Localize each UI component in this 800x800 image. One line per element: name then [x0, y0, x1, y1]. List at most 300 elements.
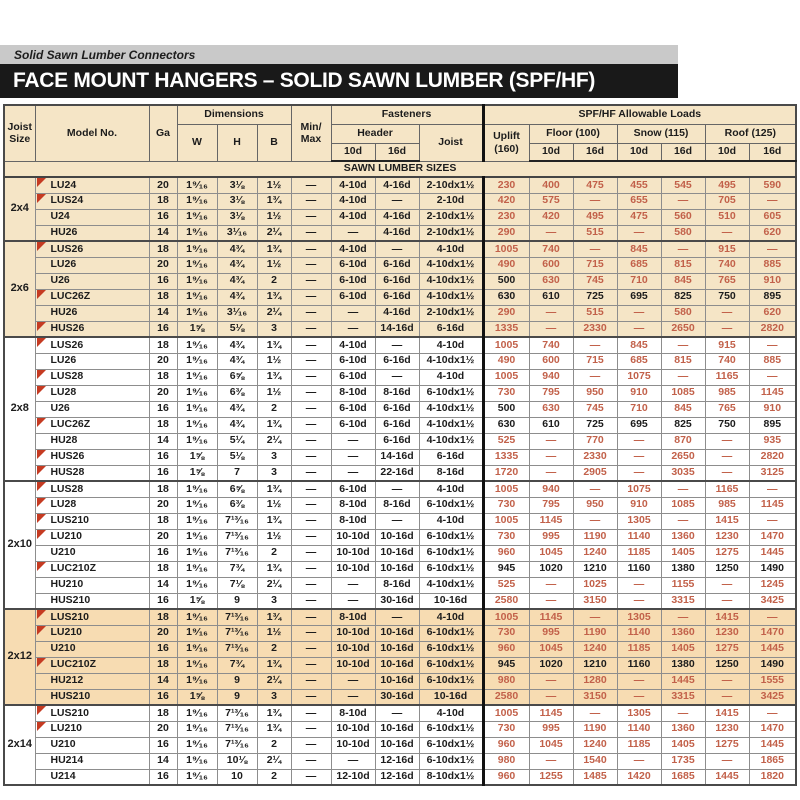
minmax-cell: —	[291, 401, 331, 417]
roof-10d-cell: 1250	[705, 561, 749, 577]
roof-16d-cell: 1820	[749, 769, 796, 785]
model-number: HU210	[50, 578, 84, 591]
floor-16d-cell: 725	[573, 289, 617, 305]
joist-nails-cell: 2-10dx1½	[419, 305, 483, 321]
floor-10d-cell: 420	[529, 209, 573, 225]
uplift-160-cell: 500	[483, 273, 529, 289]
minmax-cell: —	[291, 721, 331, 737]
uplift-160-cell: 230	[483, 177, 529, 193]
header-10d-cell: 10-10d	[331, 625, 375, 641]
header-16d-cell: 14-16d	[375, 449, 419, 465]
eyebrow-bar	[0, 45, 678, 64]
roof-10d-cell: 1165	[705, 481, 749, 497]
col-header-loads: SPF/HF Allowable Loads	[483, 105, 796, 124]
col-header-floor-10d: 10d	[529, 143, 573, 161]
floor-10d-cell: 795	[529, 385, 573, 401]
floor-10d-cell: 1045	[529, 641, 573, 657]
ga-cell: 16	[149, 321, 177, 337]
col-header-joist-size	[4, 105, 35, 161]
snow-10d-cell: 910	[617, 385, 661, 401]
joist-nails-cell: 6-10dx1½	[419, 625, 483, 641]
dim-h-cell: 7¹³⁄₁₆	[217, 513, 257, 529]
model-cell	[35, 753, 149, 769]
joist-nails-cell: 4-10dx1½	[419, 353, 483, 369]
roof-16d-cell: 3425	[749, 593, 796, 609]
floor-10d-cell: 610	[529, 289, 573, 305]
roof-10d-cell: 750	[705, 417, 749, 433]
dim-w-cell: 1⁹⁄₁₆	[177, 497, 217, 513]
model-number: HU212	[50, 674, 84, 687]
model-cell	[35, 673, 149, 689]
dim-w-cell: 1⁹⁄₁₆	[177, 657, 217, 673]
header-10d-cell: 8-10d	[331, 705, 375, 721]
roof-10d-cell: 1415	[705, 513, 749, 529]
table-row	[4, 721, 796, 737]
model-cell	[35, 209, 149, 225]
dim-w-cell: 1⁹⁄₁₆	[177, 609, 217, 625]
floor-16d-cell: 495	[573, 209, 617, 225]
table-row	[4, 481, 796, 497]
joist-nails-cell: 6-10dx1½	[419, 545, 483, 561]
dim-b-cell: 1½	[257, 385, 291, 401]
dim-b-cell: 2	[257, 545, 291, 561]
dim-b-cell: 3	[257, 321, 291, 337]
uplift-160-cell: 1005	[483, 705, 529, 721]
snow-10d-cell: —	[617, 593, 661, 609]
roof-16d-cell: 1470	[749, 529, 796, 545]
floor-10d-cell: 1020	[529, 657, 573, 673]
snow-10d-cell: 1140	[617, 721, 661, 737]
header-16d-cell: 8-16d	[375, 577, 419, 593]
ga-cell: 20	[149, 177, 177, 193]
model-number: HUS26	[50, 322, 85, 335]
floor-10d-cell: 940	[529, 481, 573, 497]
roof-16d-cell: 935	[749, 433, 796, 449]
model-number: HUS210	[50, 594, 91, 607]
floor-10d-cell: 1145	[529, 513, 573, 529]
snow-10d-cell: 685	[617, 257, 661, 273]
model-number: HU26	[50, 226, 78, 239]
floor-10d-cell: 995	[529, 529, 573, 545]
minmax-cell: —	[291, 417, 331, 433]
minmax-cell: —	[291, 465, 331, 481]
joist-nails-cell: 2-10dx1½	[419, 209, 483, 225]
joist-size-cell: 2x6	[4, 241, 35, 337]
floor-16d-cell: 725	[573, 417, 617, 433]
uplift-160-cell: 230	[483, 209, 529, 225]
model-cell	[35, 401, 149, 417]
snow-10d-cell: 455	[617, 177, 661, 193]
dim-b-cell: 1¾	[257, 481, 291, 497]
ga-cell: 20	[149, 385, 177, 401]
snow-16d-cell: —	[661, 193, 705, 209]
table-row	[4, 769, 796, 785]
snow-10d-cell: 1160	[617, 561, 661, 577]
minmax-label-2: Max	[300, 133, 322, 146]
floor-16d-cell: 1540	[573, 753, 617, 769]
dim-b-cell: 2¼	[257, 673, 291, 689]
header-10d-cell: —	[331, 577, 375, 593]
snow-16d-cell: 1360	[661, 721, 705, 737]
dim-b-cell: 1½	[257, 209, 291, 225]
roof-16d-cell: 3425	[749, 689, 796, 705]
snow-16d-cell: 815	[661, 257, 705, 273]
col-header-b: B	[257, 124, 291, 161]
snow-16d-cell: 3315	[661, 593, 705, 609]
uplift-160-cell: 730	[483, 625, 529, 641]
uplift-160-cell: 290	[483, 305, 529, 321]
dim-h-cell: 5¼	[217, 433, 257, 449]
table-header	[4, 105, 796, 161]
header-10d-cell: 10-10d	[331, 721, 375, 737]
table-row	[4, 673, 796, 689]
ga-cell: 20	[149, 721, 177, 737]
roof-16d-cell: —	[749, 369, 796, 385]
joist-nails-cell: 4-10dx1½	[419, 401, 483, 417]
table-row	[4, 753, 796, 769]
model-cell	[35, 737, 149, 753]
dim-w-cell: 1⁹⁄₁₆	[177, 337, 217, 353]
roof-10d-cell: —	[705, 577, 749, 593]
dim-b-cell: 1¾	[257, 241, 291, 257]
roof-16d-cell: 1445	[749, 545, 796, 561]
table-row	[4, 209, 796, 225]
floor-16d-cell: 950	[573, 497, 617, 513]
dim-w-cell: 1⅝	[177, 321, 217, 337]
ga-cell: 14	[149, 305, 177, 321]
minmax-cell: —	[291, 369, 331, 385]
minmax-cell: —	[291, 481, 331, 497]
ga-cell: 18	[149, 289, 177, 305]
roof-16d-cell: 1145	[749, 385, 796, 401]
roof-10d-cell: 1275	[705, 545, 749, 561]
roof-16d-cell: —	[749, 241, 796, 257]
minmax-cell: —	[291, 609, 331, 625]
model-number: HUS26	[50, 450, 85, 463]
uplift-160-cell: 730	[483, 721, 529, 737]
header-16d-cell: —	[375, 481, 419, 497]
floor-16d-cell: 715	[573, 257, 617, 273]
dim-h-cell: 9	[217, 673, 257, 689]
roof-10d-cell: —	[705, 225, 749, 241]
header-10d-cell: —	[331, 321, 375, 337]
dim-b-cell: 1¾	[257, 513, 291, 529]
dim-b-cell: 3	[257, 593, 291, 609]
header-16d-cell: —	[375, 193, 419, 209]
new-product-flag-icon	[37, 242, 46, 251]
header-10d-cell: 10-10d	[331, 561, 375, 577]
table-row	[4, 193, 796, 209]
roof-10d-cell: 765	[705, 401, 749, 417]
ga-cell: 16	[149, 401, 177, 417]
ga-cell: 20	[149, 625, 177, 641]
header-10d-cell: 8-10d	[331, 497, 375, 513]
joist-size-cell: 2x4	[4, 177, 35, 241]
model-number: U210	[50, 546, 76, 559]
model-number: LUC210Z	[50, 562, 97, 575]
model-cell	[35, 577, 149, 593]
dim-w-cell: 1⁹⁄₁₆	[177, 433, 217, 449]
floor-16d-cell: 2905	[573, 465, 617, 481]
col-header-snow-16d: 16d	[661, 143, 705, 161]
minmax-cell: —	[291, 561, 331, 577]
snow-16d-cell: —	[661, 481, 705, 497]
model-number: LUS210	[50, 706, 90, 719]
roof-10d-cell: 1250	[705, 657, 749, 673]
snow-16d-cell: 1085	[661, 385, 705, 401]
snow-10d-cell: 1420	[617, 769, 661, 785]
uplift-160-cell: 730	[483, 497, 529, 513]
roof-16d-cell: 1445	[749, 641, 796, 657]
snow-16d-cell: 1360	[661, 529, 705, 545]
roof-16d-cell: 2820	[749, 449, 796, 465]
dim-b-cell: 1¾	[257, 705, 291, 721]
joist-nails-cell: 6-10dx1½	[419, 737, 483, 753]
dim-b-cell: 1¾	[257, 289, 291, 305]
roof-16d-cell: 590	[749, 177, 796, 193]
header-10d-cell: 4-10d	[331, 209, 375, 225]
uplift-160-cell: 1720	[483, 465, 529, 481]
table-row	[4, 321, 796, 337]
dim-w-cell: 1⁹⁄₁₆	[177, 209, 217, 225]
minmax-cell: —	[291, 353, 331, 369]
model-number: U210	[50, 738, 76, 751]
dim-b-cell: 1¾	[257, 721, 291, 737]
joist-nails-cell: 4-10dx1½	[419, 577, 483, 593]
dim-b-cell: 1¾	[257, 337, 291, 353]
roof-10d-cell: 1230	[705, 721, 749, 737]
snow-10d-cell: —	[617, 689, 661, 705]
floor-16d-cell: —	[573, 705, 617, 721]
joist-nails-cell: 4-10d	[419, 705, 483, 721]
roof-10d-cell: 1415	[705, 609, 749, 625]
uplift-160-cell: 980	[483, 753, 529, 769]
header-10d-cell: 10-10d	[331, 641, 375, 657]
uplift-160-cell: 1005	[483, 513, 529, 529]
header-10d-cell: 4-10d	[331, 241, 375, 257]
header-10d-cell: —	[331, 689, 375, 705]
model-number: LUS26	[50, 338, 84, 351]
header-16d-cell: 10-16d	[375, 657, 419, 673]
table-row	[4, 529, 796, 545]
dim-w-cell: 1⅝	[177, 449, 217, 465]
header-16d-cell: 8-16d	[375, 385, 419, 401]
table-row	[4, 433, 796, 449]
floor-10d-cell: 600	[529, 257, 573, 273]
table-row	[4, 273, 796, 289]
dim-w-cell: 1⁹⁄₁₆	[177, 561, 217, 577]
snow-10d-cell: 1160	[617, 657, 661, 673]
snow-10d-cell: 710	[617, 401, 661, 417]
joist-nails-cell: 2-10dx1½	[419, 177, 483, 193]
minmax-cell: —	[291, 177, 331, 193]
dim-w-cell: 1⅝	[177, 465, 217, 481]
snow-16d-cell: 1445	[661, 673, 705, 689]
dim-h-cell: 7¹³⁄₁₆	[217, 529, 257, 545]
floor-10d-cell: 630	[529, 401, 573, 417]
dim-h-cell: 7¹³⁄₁₆	[217, 609, 257, 625]
dim-w-cell: 1⁹⁄₁₆	[177, 257, 217, 273]
roof-16d-cell: 910	[749, 273, 796, 289]
floor-16d-cell: —	[573, 241, 617, 257]
model-number: LU210	[50, 722, 83, 735]
roof-10d-cell: 985	[705, 385, 749, 401]
model-cell	[35, 641, 149, 657]
roof-10d-cell: 985	[705, 497, 749, 513]
joist-nails-cell: 8-16d	[419, 465, 483, 481]
model-cell	[35, 305, 149, 321]
header-16d-cell: 10-16d	[375, 673, 419, 689]
roof-16d-cell: 885	[749, 257, 796, 273]
ga-cell: 16	[149, 641, 177, 657]
minmax-cell: —	[291, 241, 331, 257]
model-cell	[35, 289, 149, 305]
dim-h-cell: 7	[217, 465, 257, 481]
header-16d-cell: 6-16d	[375, 401, 419, 417]
new-product-flag-icon	[37, 418, 46, 427]
model-number: LU28	[50, 386, 77, 399]
floor-16d-cell: 1025	[573, 577, 617, 593]
roof-10d-cell: 495	[705, 177, 749, 193]
roof-16d-cell: 885	[749, 353, 796, 369]
snow-16d-cell: 560	[661, 209, 705, 225]
joist-nails-cell: 6-10dx1½	[419, 673, 483, 689]
table-row	[4, 705, 796, 721]
snow-16d-cell: 870	[661, 433, 705, 449]
snow-16d-cell: —	[661, 705, 705, 721]
snow-10d-cell: 1305	[617, 609, 661, 625]
floor-16d-cell: —	[573, 337, 617, 353]
floor-10d-cell: —	[529, 321, 573, 337]
header-10d-cell: —	[331, 433, 375, 449]
model-cell	[35, 593, 149, 609]
col-header-fasteners: Fasteners	[331, 105, 483, 124]
header-10d-cell: —	[331, 305, 375, 321]
model-cell	[35, 625, 149, 641]
header-16d-cell: 10-16d	[375, 529, 419, 545]
dim-w-cell: 1⁹⁄₁₆	[177, 353, 217, 369]
col-header-header-16d: 16d	[375, 143, 419, 161]
floor-10d-cell: 1145	[529, 705, 573, 721]
floor-16d-cell: 3150	[573, 689, 617, 705]
table-row	[4, 369, 796, 385]
roof-10d-cell: 1415	[705, 705, 749, 721]
model-number: U26	[50, 274, 70, 287]
roof-16d-cell: 1445	[749, 737, 796, 753]
model-number: U24	[50, 210, 70, 223]
table-row	[4, 641, 796, 657]
ga-cell: 16	[149, 449, 177, 465]
joist-nails-cell: 6-10dx1½	[419, 753, 483, 769]
snow-10d-cell: 695	[617, 417, 661, 433]
uplift-160-cell: 960	[483, 545, 529, 561]
page-title: FACE MOUNT HANGERS – SOLID SAWN LUMBER (SPF/HF)	[13, 69, 596, 92]
roof-10d-cell: —	[705, 689, 749, 705]
floor-10d-cell: 1255	[529, 769, 573, 785]
dim-w-cell: 1⁹⁄₁₆	[177, 225, 217, 241]
dim-w-cell: 1⁹⁄₁₆	[177, 385, 217, 401]
joist-nails-cell: 4-10d	[419, 337, 483, 353]
dim-b-cell: 3	[257, 465, 291, 481]
dim-h-cell: 9	[217, 689, 257, 705]
snow-16d-cell: 815	[661, 353, 705, 369]
table-row	[4, 609, 796, 625]
header-16d-cell: 12-16d	[375, 753, 419, 769]
new-product-flag-icon	[37, 498, 46, 507]
col-header-snow: Snow (115)	[617, 124, 705, 143]
snow-10d-cell: 655	[617, 193, 661, 209]
model-cell	[35, 337, 149, 353]
dim-b-cell: 2¼	[257, 753, 291, 769]
floor-10d-cell: 995	[529, 721, 573, 737]
new-product-flag-icon	[37, 450, 46, 459]
uplift-160-cell: 500	[483, 401, 529, 417]
dim-b-cell: 3	[257, 449, 291, 465]
roof-10d-cell: 740	[705, 353, 749, 369]
dim-w-cell: 1⁹⁄₁₆	[177, 417, 217, 433]
floor-10d-cell: —	[529, 465, 573, 481]
header-10d-cell: 4-10d	[331, 337, 375, 353]
model-number: LUS24	[50, 194, 84, 207]
uplift-160-cell: 1005	[483, 481, 529, 497]
joist-size-label-1: Joist	[7, 121, 32, 134]
model-cell	[35, 369, 149, 385]
minmax-cell: —	[291, 769, 331, 785]
roof-16d-cell: 1490	[749, 657, 796, 673]
dim-b-cell: 2	[257, 737, 291, 753]
snow-16d-cell: 1735	[661, 753, 705, 769]
joist-nails-cell: 6-10dx1½	[419, 657, 483, 673]
uplift-160-cell: 630	[483, 417, 529, 433]
snow-10d-cell: 1140	[617, 625, 661, 641]
header-16d-cell: 10-16d	[375, 625, 419, 641]
banner-row	[4, 161, 796, 177]
table-row	[4, 401, 796, 417]
new-product-flag-icon	[37, 514, 46, 523]
header-16d-cell: 10-16d	[375, 641, 419, 657]
snow-10d-cell: 910	[617, 497, 661, 513]
col-header-header-10d: 10d	[331, 143, 375, 161]
floor-16d-cell: 1240	[573, 641, 617, 657]
header-16d-cell: 4-16d	[375, 177, 419, 193]
table-row	[4, 449, 796, 465]
dim-h-cell: 7¹³⁄₁₆	[217, 641, 257, 657]
header-16d-cell: 6-16d	[375, 417, 419, 433]
dim-w-cell: 1⁹⁄₁₆	[177, 529, 217, 545]
floor-16d-cell: 1210	[573, 561, 617, 577]
ga-cell: 18	[149, 369, 177, 385]
dim-b-cell: 1¾	[257, 561, 291, 577]
header-16d-cell: 6-16d	[375, 273, 419, 289]
uplift-sub-label: (160)	[494, 142, 519, 155]
model-number: HUS210	[50, 690, 91, 703]
floor-16d-cell: 515	[573, 225, 617, 241]
floor-16d-cell: 2330	[573, 449, 617, 465]
minmax-cell: —	[291, 513, 331, 529]
new-product-flag-icon	[37, 706, 46, 715]
dim-b-cell: 2	[257, 401, 291, 417]
header-16d-cell: —	[375, 337, 419, 353]
uplift-160-cell: 980	[483, 673, 529, 689]
dim-w-cell: 1⁹⁄₁₆	[177, 481, 217, 497]
header-10d-cell: —	[331, 225, 375, 241]
table-row	[4, 337, 796, 353]
roof-10d-cell: 1275	[705, 737, 749, 753]
floor-16d-cell: 1240	[573, 737, 617, 753]
minmax-cell: —	[291, 593, 331, 609]
joist-size-label-2: Size	[9, 133, 31, 146]
joist-nails-cell: 4-10d	[419, 481, 483, 497]
